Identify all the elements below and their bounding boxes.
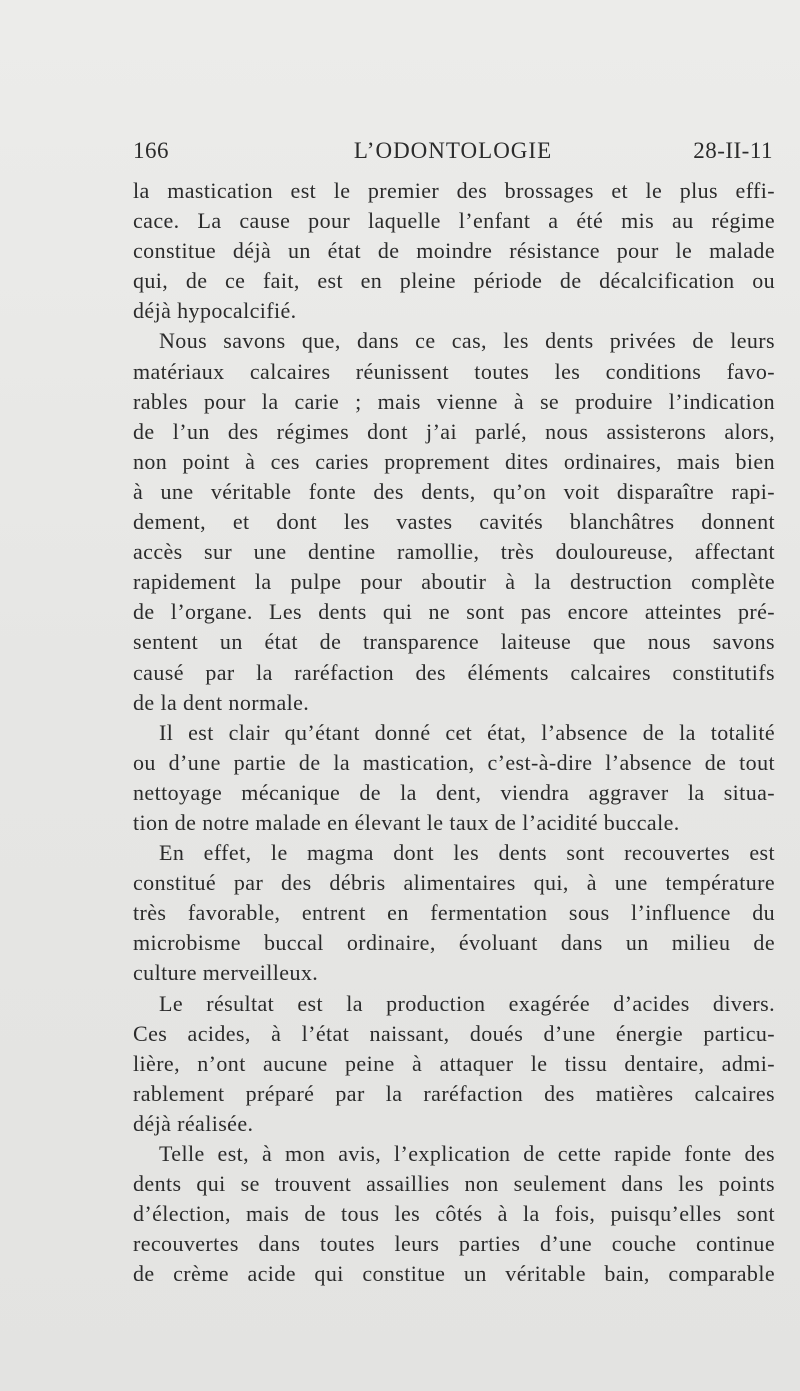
- text-line: non point à ces caries proprement dites ordinaires, mais bien: [133, 448, 775, 474]
- issue-date: 28-II-11: [693, 138, 773, 163]
- text-line: microbisme buccal ordinaire, évoluant dans un milieu de: [133, 930, 775, 956]
- text-line: d’élection, mais de tous les côtés à la fois, puisqu’elles sont: [133, 1201, 775, 1227]
- text-line: dement, et dont les vastes cavités blanchâtres donnent: [133, 509, 775, 535]
- text-line: qui, de ce fait, est en pleine période de décalcification ou: [133, 268, 775, 294]
- text-line: déjà réalisée.: [133, 1110, 254, 1136]
- text-line: accès sur une dentine ramollie, très douloureuse, affectant: [133, 539, 775, 565]
- text-line: recouvertes dans toutes leurs parties d’une couche continue: [133, 1231, 775, 1257]
- text-line: constitue déjà un état de moindre résistance pour le malade: [133, 238, 775, 264]
- paragraph-first-line: En effet, le magma dont les dents sont recouvertes est: [159, 840, 775, 866]
- paragraph-first-line: Il est clair qu’étant donné cet état, l’absence de la totalité: [159, 719, 775, 745]
- text-line: la mastication est le premier des brossages et le plus effi-: [133, 178, 775, 203]
- text-line: de crème acide qui constitue un véritable bain, comparable: [133, 1261, 775, 1287]
- text-line: de la dent normale.: [133, 689, 310, 715]
- text-line: rapidement la pulpe pour aboutir à la destruction complète: [133, 569, 775, 595]
- text-line: sentent un état de transparence laiteuse que nous savons: [133, 629, 775, 655]
- text-line: cace. La cause pour laquelle l’enfant a été mis au régime: [133, 208, 775, 234]
- paragraph-first-line: Telle est, à mon avis, l’explication de cette rapide fonte des: [159, 1141, 775, 1166]
- text-line: rables pour la carie ; mais vienne à se produire l’indication: [133, 388, 775, 414]
- text-line: causé par la raréfaction des éléments calcaires constitutifs: [133, 659, 775, 685]
- paragraph-first-line: Le résultat est la production exagérée d’acides divers.: [159, 990, 775, 1016]
- text-line: constitué par des débris alimentaires qui, à une température: [133, 870, 775, 896]
- text-line: déjà hypocalcifié.: [133, 298, 297, 324]
- text-line: très favorable, entrent en fermentation sous l’influence du: [133, 900, 775, 926]
- text-line: nettoyage mécanique de la dent, viendra aggraver la situa-: [133, 779, 775, 805]
- text-line: de l’un des régimes dont j’ai parlé, nous assisterons alors,: [133, 418, 775, 444]
- text-line: lière, n’ont aucune peine à attaquer le tissu dentaire, admi-: [133, 1050, 775, 1076]
- running-header: [133, 138, 773, 168]
- body-text: [133, 176, 775, 1289]
- text-line: tion de notre malade en élevant le taux de l’acidité buccale.: [133, 809, 680, 835]
- text-line: à une véritable fonte des dents, qu’on voit disparaître rapi-: [133, 478, 775, 504]
- paragraph-first-line: Nous savons que, dans ce cas, les dents privées de leurs: [159, 328, 775, 354]
- text-line: ou d’une partie de la mastication, c’est-à-dire l’absence de tout: [133, 749, 775, 775]
- text-line: culture merveilleux.: [133, 960, 319, 986]
- text-line: dents qui se trouvent assaillies non seulement dans les points: [133, 1171, 775, 1197]
- text-line: de l’organe. Les dents qui ne sont pas encore atteintes pré-: [133, 599, 775, 625]
- text-line: rablement préparé par la raréfaction des matières calcaires: [133, 1080, 775, 1106]
- page-number: 166: [133, 138, 169, 163]
- text-line: matériaux calcaires réunissent toutes les conditions favo-: [133, 358, 775, 384]
- running-title: L’ODONTOLOGIE: [353, 138, 553, 163]
- text-line: Ces acides, à l’état naissant, doués d’une énergie particu-: [133, 1020, 775, 1046]
